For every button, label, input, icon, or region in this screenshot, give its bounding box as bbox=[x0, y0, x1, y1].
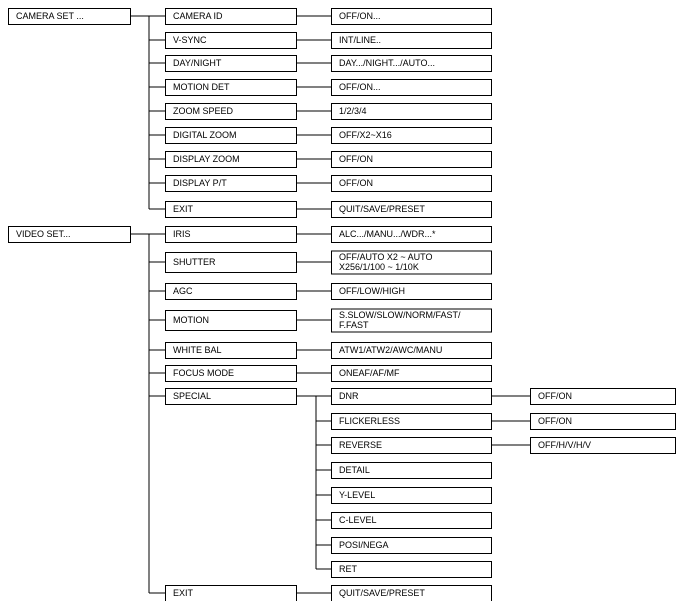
menu-camera-id bbox=[166, 9, 297, 25]
menu-day-night bbox=[166, 56, 297, 72]
special-reverse-label: REVERSE bbox=[339, 440, 383, 450]
value-shutter bbox=[332, 251, 492, 274]
camera-set-box-label: CAMERA SET ... bbox=[16, 11, 84, 21]
value-zoom-speed-label: 1/2/3/4 bbox=[339, 106, 367, 116]
value-iris bbox=[332, 227, 492, 243]
menu-motion-label: MOTION bbox=[173, 315, 209, 325]
special-c-level-label: C-LEVEL bbox=[339, 515, 377, 525]
value-exit bbox=[332, 586, 492, 601]
value-agc-label: OFF/LOW/HIGH bbox=[339, 286, 405, 296]
value-focus-mode-label: ONEAF/AF/MF bbox=[339, 368, 400, 378]
value-display-p-t-label: OFF/ON bbox=[339, 178, 373, 188]
value-day-night bbox=[332, 56, 492, 72]
video-set-box-label: VIDEO SET... bbox=[16, 229, 71, 239]
menu-zoom-speed bbox=[166, 104, 297, 120]
menu-motion-det bbox=[166, 80, 297, 96]
menu-agc-label: AGC bbox=[173, 286, 193, 296]
special-y-level bbox=[332, 488, 492, 504]
menu-day-night-label: DAY/NIGHT bbox=[173, 58, 222, 68]
menu-exit bbox=[166, 202, 297, 218]
camera-set-box bbox=[9, 9, 131, 25]
value-exit-label: QUIT/SAVE/PRESET bbox=[339, 204, 425, 214]
value-white-bal-label: ATW1/ATW2/AWC/MANU bbox=[339, 345, 443, 355]
menu-agc bbox=[166, 284, 297, 300]
value-motion-label: F.FAST bbox=[339, 320, 369, 330]
value-display-p-t bbox=[332, 176, 492, 192]
special-value-flickerless bbox=[531, 414, 676, 430]
menu-exit-label: EXIT bbox=[173, 588, 194, 598]
value-display-zoom-label: OFF/ON bbox=[339, 154, 373, 164]
value-camera-id-label: OFF/ON... bbox=[339, 11, 381, 21]
special-dnr-label: DNR bbox=[339, 391, 359, 401]
value-iris-label: ALC.../MANU.../WDR...* bbox=[339, 229, 436, 239]
menu-exit-label: EXIT bbox=[173, 204, 194, 214]
special-value-dnr bbox=[531, 389, 676, 405]
special-value-dnr-label: OFF/ON bbox=[538, 391, 572, 401]
menu-shutter-label: SHUTTER bbox=[173, 257, 216, 267]
menu-focus-mode-label: FOCUS MODE bbox=[173, 368, 235, 378]
menu-display-p-t-label: DISPLAY P/T bbox=[173, 178, 227, 188]
value-motion-label: S.SLOW/SLOW/NORM/FAST/ bbox=[339, 310, 461, 320]
menu-motion bbox=[166, 311, 297, 331]
menu-motion-det-label: MOTION DET bbox=[173, 82, 230, 92]
value-motion-det bbox=[332, 80, 492, 96]
value-motion bbox=[332, 309, 492, 332]
special-flickerless bbox=[332, 414, 492, 430]
menu-white-bal-label: WHITE BAL bbox=[173, 345, 222, 355]
menu-iris bbox=[166, 227, 297, 243]
value-v-sync bbox=[332, 33, 492, 49]
value-exit-label: QUIT/SAVE/PRESET bbox=[339, 588, 425, 598]
menu-iris-label: IRIS bbox=[173, 229, 191, 239]
special-c-level bbox=[332, 513, 492, 529]
special-ret-label: RET bbox=[339, 564, 357, 574]
special-value-reverse-label: OFF/H/V/H/V bbox=[538, 440, 592, 450]
special-detail bbox=[332, 463, 492, 479]
menu-camera-id-label: CAMERA ID bbox=[173, 11, 223, 21]
special-flickerless-label: FLICKERLESS bbox=[339, 416, 401, 426]
value-digital-zoom-label: OFF/X2~X16 bbox=[339, 130, 392, 140]
special-value-flickerless-label: OFF/ON bbox=[538, 416, 572, 426]
menu-digital-zoom-label: DIGITAL ZOOM bbox=[173, 130, 237, 140]
value-camera-id bbox=[332, 9, 492, 25]
value-shutter-label: OFF/AUTO X2 ~ AUTO bbox=[339, 252, 433, 262]
menu-focus-mode bbox=[166, 366, 297, 382]
special-posi-nega-label: POSI/NEGA bbox=[339, 540, 389, 550]
special-reverse bbox=[332, 438, 492, 454]
value-day-night-label: DAY.../NIGHT.../AUTO... bbox=[339, 58, 436, 68]
menu-v-sync bbox=[166, 33, 297, 49]
special-value-reverse bbox=[531, 438, 676, 454]
menu-exit bbox=[166, 586, 297, 601]
special-detail-label: DETAIL bbox=[339, 465, 370, 475]
value-agc bbox=[332, 284, 492, 300]
special-dnr bbox=[332, 389, 492, 405]
menu-special bbox=[166, 389, 297, 405]
video-set-box bbox=[9, 227, 131, 243]
value-digital-zoom bbox=[332, 128, 492, 144]
special-ret bbox=[332, 562, 492, 578]
value-white-bal bbox=[332, 343, 492, 359]
value-display-zoom bbox=[332, 152, 492, 168]
value-shutter-label: X256/1/100 ~ 1/10K bbox=[339, 262, 419, 272]
value-v-sync-label: INT/LINE.. bbox=[339, 35, 382, 45]
value-exit bbox=[332, 202, 492, 218]
menu-white-bal bbox=[166, 343, 297, 359]
menu-digital-zoom bbox=[166, 128, 297, 144]
menu-special-label: SPECIAL bbox=[173, 391, 212, 401]
special-posi-nega bbox=[332, 538, 492, 554]
menu-v-sync-label: V-SYNC bbox=[173, 35, 207, 45]
special-y-level-label: Y-LEVEL bbox=[339, 490, 376, 500]
menu-zoom-speed-label: ZOOM SPEED bbox=[173, 106, 234, 116]
menu-display-zoom-label: DISPLAY ZOOM bbox=[173, 154, 240, 164]
value-zoom-speed bbox=[332, 104, 492, 120]
menu-display-p-t bbox=[166, 176, 297, 192]
menu-display-zoom bbox=[166, 152, 297, 168]
value-focus-mode bbox=[332, 366, 492, 382]
menu-shutter bbox=[166, 253, 297, 273]
value-motion-det-label: OFF/ON... bbox=[339, 82, 381, 92]
